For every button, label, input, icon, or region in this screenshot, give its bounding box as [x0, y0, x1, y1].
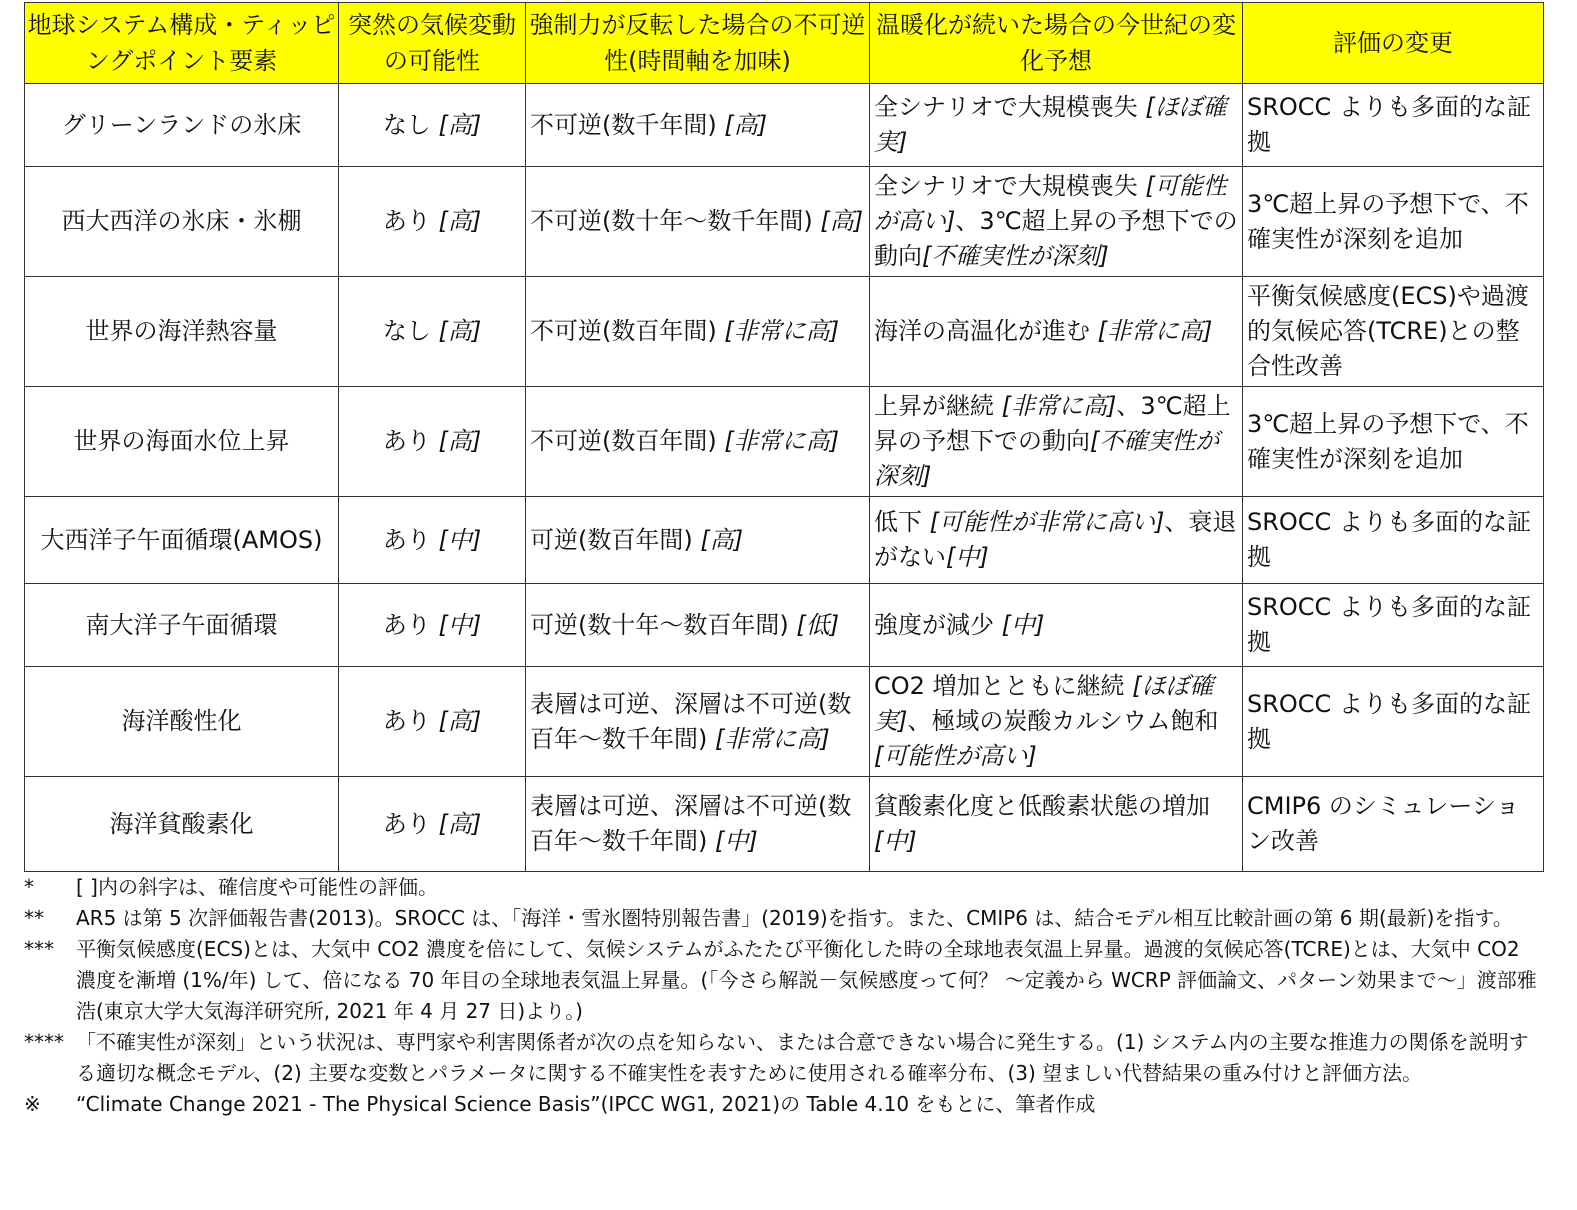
projection-confidence: [中] [874, 827, 917, 855]
irreversibility-confidence: [高] [820, 207, 864, 235]
footnote [24, 1089, 1543, 1120]
projection-confidence: [非常に高] [1001, 392, 1117, 420]
abrupt-value: なし [382, 317, 431, 345]
projection-cell [870, 387, 1243, 497]
table-row [25, 84, 1544, 167]
footnote [24, 903, 1543, 934]
table-row [25, 167, 1544, 277]
irreversibility-confidence: [低] [796, 610, 840, 639]
irreversibility-confidence: [非常に高] [724, 317, 840, 345]
irreversibility-value: 不可逆(数百年間) [530, 427, 717, 455]
projection-cell [870, 777, 1243, 872]
projection-extra: 、3℃超上昇の予想下での動向 [874, 392, 1231, 455]
projection-value: 低下 [874, 508, 922, 536]
footnote-text: “Climate Change 2021 - The Physical Science Basis”(IPCC WG1, 2021)の Table 4.10 をもとに、筆者作成 [76, 1092, 1096, 1116]
abrupt-cell [339, 387, 526, 497]
projection-value: 強度が減少 [874, 610, 994, 639]
footnotes [24, 872, 1543, 1120]
irreversibility-cell [526, 277, 870, 387]
element-name: グリーンランドの氷床 [25, 84, 339, 167]
projection-cell [870, 277, 1243, 387]
abrupt-cell [339, 84, 526, 167]
abrupt-value: あり [382, 427, 431, 455]
assessment-change-cell: CMIP6 のシミュレーション改善 [1243, 777, 1544, 872]
projection-extra-confidence: [中] [946, 543, 989, 571]
irreversibility-value: 不可逆(数千年間) [530, 110, 717, 139]
element-name: 大西洋子午面循環(AMOS) [25, 497, 339, 584]
assessment-change-cell: 平衡気候感度(ECS)や過渡的気候応答(TCRE)との整合性改善 [1243, 277, 1544, 387]
projection-cell [870, 584, 1243, 667]
irreversibility-confidence: [高] [700, 525, 744, 554]
abrupt-cell [339, 584, 526, 667]
irreversibility-value: 表層は可逆、深層は不可逆(数百年～数千年間) [530, 689, 852, 753]
element-name: 海洋酸性化 [25, 667, 339, 777]
abrupt-cell [339, 497, 526, 584]
assessment-change-cell: SROCC よりも多面的な証拠 [1243, 667, 1544, 777]
projection-cell [870, 497, 1243, 584]
irreversibility-cell [526, 777, 870, 872]
assessment-change-cell: SROCC よりも多面的な証拠 [1243, 497, 1544, 584]
abrupt-cell [339, 667, 526, 777]
projection-confidence: [可能性が高い] [874, 172, 1227, 235]
projection-extra-confidence: [不確実性が深刻] [922, 242, 1109, 270]
projection-value: CO2 増加とともに継続 [874, 672, 1125, 700]
projection-confidence: [ほぼ確実] [874, 672, 1214, 735]
header-element: 地球システム構成・ティッピングポイント要素 [25, 3, 339, 84]
irreversibility-cell [526, 387, 870, 497]
footnote-text: 「不確実性が深刻」という状況は、専門家や利害関係者が次の点を知らない、または合意できない場合に発生する。(1) システム内の主要な推進力の関係を説明する適切な概念モデル、(2) 主要な変数とパラメータに関する不確実性を表すために使用される確率分布、(3) 望ましい代替結果の重み付けと評価方法。 [76, 1030, 1529, 1085]
element-name: 世界の海洋熱容量 [25, 277, 339, 387]
abrupt-confidence: [中] [438, 525, 482, 554]
projection-value: 貧酸素化度と低酸素状態の増加 [874, 792, 1210, 820]
footnote [24, 1027, 1543, 1089]
table-row [25, 584, 1544, 667]
projection-confidence: [非常に高] [1097, 317, 1213, 345]
irreversibility-value: 不可逆(数十年～数千年間) [530, 207, 813, 235]
table-row [25, 667, 1544, 777]
tipping-point-table [24, 2, 1544, 872]
assessment-change-cell: SROCC よりも多面的な証拠 [1243, 84, 1544, 167]
irreversibility-confidence: [非常に高] [724, 427, 840, 455]
header-assessment-change: 評価の変更 [1243, 3, 1544, 84]
table-row [25, 277, 1544, 387]
abrupt-value: あり [382, 525, 431, 554]
abrupt-confidence: [高] [438, 427, 482, 455]
irreversibility-confidence: [高] [724, 110, 768, 139]
projection-confidence: [可能性が非常に高い] [929, 508, 1165, 536]
footnote-mark: * [24, 875, 34, 899]
footnote-mark: ** [24, 906, 44, 930]
irreversibility-value: 可逆(数百年間) [530, 525, 693, 554]
projection-extra: 、極域の炭酸カルシウム飽和 [907, 707, 1219, 735]
projection-extra: 、衰退がない [874, 508, 1237, 571]
projection-value: 全シナリオで大規模喪失 [874, 93, 1138, 121]
header-irreversibility: 強制力が反転した場合の不可逆性(時間軸を加味) [526, 3, 870, 84]
irreversibility-cell [526, 167, 870, 277]
abrupt-confidence: [高] [438, 110, 482, 139]
projection-extra-confidence: [不確実性が深刻] [874, 427, 1220, 490]
element-name: 世界の海面水位上昇 [25, 387, 339, 497]
footnote [24, 934, 1543, 1027]
irreversibility-cell [526, 584, 870, 667]
abrupt-confidence: [中] [438, 610, 482, 639]
abrupt-value: なし [382, 110, 431, 139]
abrupt-value: あり [382, 809, 431, 838]
table-row [25, 387, 1544, 497]
abrupt-cell [339, 777, 526, 872]
irreversibility-value: 不可逆(数百年間) [530, 317, 717, 345]
irreversibility-cell [526, 497, 870, 584]
footnote-mark: ※ [24, 1092, 41, 1116]
header-abrupt-change: 突然の気候変動の可能性 [339, 3, 526, 84]
abrupt-cell [339, 277, 526, 387]
element-name: 西大西洋の氷床・氷棚 [25, 167, 339, 277]
footnote [24, 872, 1543, 903]
header-projection: 温暖化が続いた場合の今世紀の変化予想 [870, 3, 1243, 84]
footnote-text: [ ]内の斜字は、確信度や可能性の評価。 [76, 875, 438, 899]
irreversibility-cell [526, 84, 870, 167]
assessment-change-cell: 3℃超上昇の予想下で、不確実性が深刻を追加 [1243, 387, 1544, 497]
abrupt-confidence: [高] [438, 317, 482, 345]
abrupt-confidence: [高] [438, 707, 482, 735]
projection-value: 上昇が継続 [874, 392, 994, 420]
footnote-mark: *** [24, 937, 54, 961]
assessment-change-cell: SROCC よりも多面的な証拠 [1243, 584, 1544, 667]
abrupt-confidence: [高] [438, 809, 482, 838]
irreversibility-value: 表層は可逆、深層は不可逆(数百年～数千年間) [530, 792, 852, 855]
table-header-row [25, 3, 1544, 84]
table-row [25, 497, 1544, 584]
projection-extra: 、3℃超上昇の予想下での動向 [874, 207, 1238, 270]
projection-cell [870, 167, 1243, 277]
projection-cell [870, 667, 1243, 777]
assessment-change-cell: 3℃超上昇の予想下で、不確実性が深刻を追加 [1243, 167, 1544, 277]
element-name: 海洋貧酸素化 [25, 777, 339, 872]
projection-confidence: [ほぼ確実] [874, 93, 1227, 156]
footnote-text: AR5 は第 5 次評価報告書(2013)。SROCC は、「海洋・雪氷圏特別報告書」(2019)を指す。また、CMIP6 は、結合モデル相互比較計画の第 6 期(最新)を指す。 [76, 906, 1513, 930]
projection-value: 全シナリオで大規模喪失 [874, 172, 1138, 200]
abrupt-confidence: [高] [438, 207, 482, 235]
element-name: 南大洋子午面循環 [25, 584, 339, 667]
irreversibility-confidence: [非常に高] [715, 724, 830, 753]
abrupt-value: あり [382, 207, 431, 235]
irreversibility-cell [526, 667, 870, 777]
irreversibility-value: 可逆(数十年～数百年間) [530, 610, 789, 639]
abrupt-cell [339, 167, 526, 277]
abrupt-value: あり [382, 610, 431, 639]
table-row [25, 777, 1544, 872]
abrupt-value: あり [382, 707, 431, 735]
projection-confidence: [中] [1001, 610, 1045, 639]
projection-value: 海洋の高温化が進む [874, 317, 1090, 345]
footnote-text: 平衡気候感度(ECS)とは、大気中 CO2 濃度を倍にして、気候システムがふたたび平衡化した時の全球地表気温上昇量。過渡的気候応答(TCRE)とは、大気中 CO2 濃度を漸増 (1%/年) して、倍になる 70 年目の全球地表気温上昇量。(「今さら解説－気候感度って何？ ～定義から WCRP 評価論文、パターン効果まで～」渡部雅浩(東京大学大気海洋研究所, 2021 年 4 月 27 日)より。) [76, 937, 1537, 1023]
footnote-mark: **** [24, 1030, 64, 1054]
irreversibility-confidence: [中] [715, 827, 758, 855]
projection-cell [870, 84, 1243, 167]
projection-extra-confidence: [可能性が高い] [874, 742, 1037, 770]
